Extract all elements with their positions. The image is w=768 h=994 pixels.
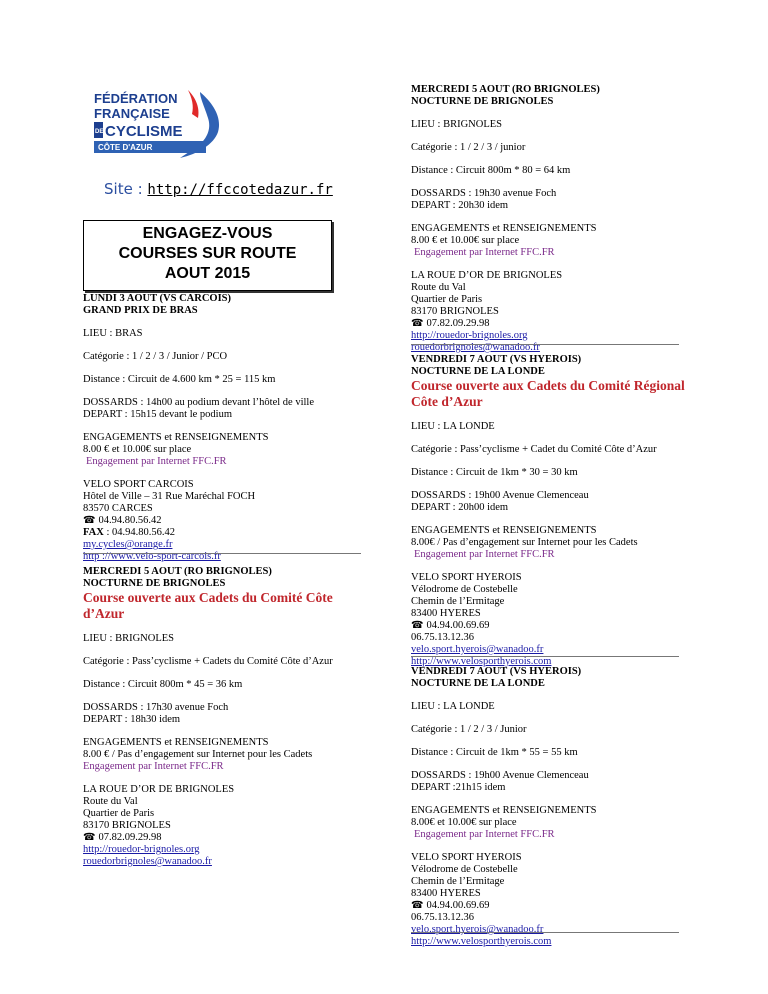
event-depart: DEPART :21h15 idem bbox=[411, 782, 506, 793]
fax-label: FAX bbox=[83, 527, 104, 538]
event-name: GRAND PRIX DE BRAS bbox=[83, 305, 198, 316]
event-tarif: 8.00 € et 10.00€ sur place bbox=[411, 235, 520, 246]
event-categorie: Catégorie : Pass’cyclisme + Cadets du Comité Côte d’Azur bbox=[83, 656, 333, 667]
event-distance: Distance : Circuit de 1km * 30 = 30 km bbox=[411, 467, 578, 478]
logo-de: DE bbox=[95, 129, 104, 135]
event-depart: DEPART : 15h15 devant le podium bbox=[83, 409, 232, 420]
club-address-2: 83570 CARCES bbox=[83, 503, 153, 514]
logo-line4: CÔTE D'AZUR bbox=[98, 143, 153, 152]
event-depart: DEPART : 18h30 idem bbox=[83, 714, 181, 725]
club-email-link[interactable]: velo.sport.hyerois@wanadoo.fr bbox=[411, 644, 544, 655]
event-tarif: 8.00€ / Pas d’engagement sur Internet pour les Cadets bbox=[411, 537, 638, 548]
event-vendredi-cadets bbox=[411, 354, 696, 668]
logo-line1: FÉDÉRATION bbox=[94, 91, 178, 106]
event-tarif: 8.00 € et 10.00€ sur place bbox=[83, 444, 192, 455]
event-depart: DEPART : 20h30 idem bbox=[411, 200, 509, 211]
event-lieu: LIEU : LA LONDE bbox=[411, 701, 495, 712]
event-engagements: ENGAGEMENTS et RENSEIGNEMENTS bbox=[411, 525, 597, 536]
event-lundi bbox=[83, 293, 363, 563]
event-name: NOCTURNE DE BRIGNOLES bbox=[83, 578, 226, 589]
title-line2: COURSES SUR ROUTE bbox=[118, 245, 297, 262]
event-dossards: DOSSARDS : 14h00 au podium devant l’hôtel de ville bbox=[83, 397, 314, 408]
separator bbox=[411, 656, 679, 657]
event-lieu: LIEU : LA LONDE bbox=[411, 421, 495, 432]
event-tarif: 8.00€ et 10.00€ sur place bbox=[411, 817, 517, 828]
event-dossards: DOSSARDS : 19h00 Avenue Clemenceau bbox=[411, 770, 589, 781]
club-phone: ☎ 07.82.09.29.98 bbox=[83, 832, 363, 844]
event-categorie: Catégorie : 1 / 2 / 3 / junior bbox=[411, 142, 526, 153]
logo-line2: FRANÇAISE bbox=[94, 106, 170, 121]
site-line bbox=[104, 180, 333, 198]
event-internet: Engagement par Internet FFC.FR bbox=[414, 829, 555, 840]
club-name: LA ROUE D’OR DE BRIGNOLES bbox=[83, 784, 235, 795]
club-address-3: 83400 HYERES bbox=[411, 888, 481, 899]
title-line1: ENGAGEZ-VOUS bbox=[142, 225, 273, 242]
event-mercredi bbox=[411, 84, 691, 354]
event-lieu: LIEU : BRIGNOLES bbox=[83, 633, 174, 644]
event-date: VENDREDI 7 AOUT (VS HYEROIS) bbox=[411, 666, 582, 677]
event-distance: Distance : Circuit de 1km * 55 = 55 km bbox=[411, 747, 578, 758]
club-address-1: Route du Val bbox=[411, 282, 466, 293]
page-title-box bbox=[83, 220, 332, 291]
event-mercredi-cadets bbox=[83, 566, 363, 868]
event-internet: Engagement par Internet FFC.FR bbox=[86, 456, 227, 467]
club-address-2: Chemin de l’Ermitage bbox=[411, 596, 505, 607]
club-address-2: Quartier de Paris bbox=[83, 808, 155, 819]
club-address-1: Vélodrome de Costebelle bbox=[411, 864, 518, 875]
event-engagements: ENGAGEMENTS et RENSEIGNEMENTS bbox=[411, 223, 597, 234]
club-address-2: Chemin de l’Ermitage bbox=[411, 876, 505, 887]
event-dossards: DOSSARDS : 19h30 avenue Foch bbox=[411, 188, 557, 199]
event-lieu: LIEU : BRAS bbox=[83, 328, 143, 339]
event-engagements: ENGAGEMENTS et RENSEIGNEMENTS bbox=[83, 432, 269, 443]
title-line3: AOUT 2015 bbox=[164, 265, 251, 282]
event-lieu: LIEU : BRIGNOLES bbox=[411, 119, 502, 130]
club-phone: ☎ 07.82.09.29.98 bbox=[411, 318, 691, 330]
club-address-1: Route du Val bbox=[83, 796, 138, 807]
club-email-link[interactable]: my.cycles@orange.fr bbox=[83, 539, 173, 550]
club-address-1: Vélodrome de Costebelle bbox=[411, 584, 518, 595]
club-phone: ☎ 04.94.80.56.42 bbox=[83, 515, 363, 527]
club-web-link[interactable]: http://rouedor-brignoles.org bbox=[411, 330, 528, 341]
separator bbox=[411, 344, 679, 345]
event-internet: Engagement par Internet FFC.FR bbox=[414, 549, 555, 560]
club-address-2: Quartier de Paris bbox=[411, 294, 483, 305]
event-name: NOCTURNE DE LA LONDE bbox=[411, 678, 545, 689]
event-date: MERCREDI 5 AOUT (RO BRIGNOLES) bbox=[411, 84, 600, 95]
fax-number: : 04.94.80.56.42 bbox=[103, 527, 175, 538]
event-distance: Distance : Circuit 800m * 80 = 64 km bbox=[411, 165, 571, 176]
club-mobile: 06.75.13.12.36 bbox=[411, 912, 474, 923]
club-web-link[interactable]: http://www.velosporthyerois.com bbox=[411, 936, 552, 947]
club-email-link[interactable]: velo.sport.hyerois@wanadoo.fr bbox=[411, 924, 544, 935]
club-mobile: 06.75.13.12.36 bbox=[411, 632, 474, 643]
club-address-3: 83170 BRIGNOLES bbox=[411, 306, 499, 317]
event-internet: Engagement par Internet FFC.FR bbox=[414, 247, 555, 258]
event-name: NOCTURNE DE LA LONDE bbox=[411, 366, 545, 377]
club-phone: ☎ 04.94.00.69.69 bbox=[411, 900, 691, 912]
site-link[interactable]: http://ffccotedazur.fr bbox=[147, 182, 333, 198]
event-internet: Engagement par Internet FFC.FR bbox=[83, 761, 224, 772]
club-web-link[interactable]: http ://www.velo-sport-carcois.fr bbox=[83, 551, 221, 562]
club-name: LA ROUE D’OR DE BRIGNOLES bbox=[411, 270, 563, 281]
event-date: VENDREDI 7 AOUT (VS HYEROIS) bbox=[411, 354, 582, 365]
event-distance: Distance : Circuit de 4.600 km * 25 = 115 km bbox=[83, 374, 276, 385]
club-address-3: 83400 HYERES bbox=[411, 608, 481, 619]
club-name: VELO SPORT CARCOIS bbox=[83, 479, 194, 490]
club-address-3: 83170 BRIGNOLES bbox=[83, 820, 171, 831]
club-email-link[interactable]: rouedorbrignoles@wanadoo.fr bbox=[83, 856, 212, 867]
event-date: MERCREDI 5 AOUT (RO BRIGNOLES) bbox=[83, 566, 272, 577]
site-label: Site : bbox=[104, 180, 143, 198]
event-distance: Distance : Circuit 800m * 45 = 36 km bbox=[83, 679, 243, 690]
club-phone: ☎ 04.94.00.69.69 bbox=[411, 620, 696, 632]
event-depart: DEPART : 20h00 idem bbox=[411, 502, 509, 513]
event-engagements: ENGAGEMENTS et RENSEIGNEMENTS bbox=[83, 737, 269, 748]
club-name: VELO SPORT HYEROIS bbox=[411, 572, 522, 583]
event-vendredi bbox=[411, 666, 691, 948]
event-date: LUNDI 3 AOUT (VS CARCOIS) bbox=[83, 293, 231, 304]
club-address-1: Hôtel de Ville – 31 Rue Maréchal FOCH bbox=[83, 491, 256, 502]
event-engagements: ENGAGEMENTS et RENSEIGNEMENTS bbox=[411, 805, 597, 816]
club-fax bbox=[83, 527, 363, 539]
event-categorie: Catégorie : 1 / 2 / 3 / Junior bbox=[411, 724, 527, 735]
ffc-logo bbox=[88, 84, 228, 160]
event-name: NOCTURNE DE BRIGNOLES bbox=[411, 96, 554, 107]
event-headline: Course ouverte aux Cadets du Comité Côte d’Azur bbox=[83, 590, 333, 621]
club-email-link[interactable]: rouedorbrignoles@wanadoo.fr bbox=[411, 342, 540, 353]
club-web-link[interactable]: http://www.velosporthyerois.com bbox=[411, 656, 552, 667]
event-headline: Course ouverte aux Cadets du Comité Régional Côte d’Azur bbox=[411, 378, 685, 409]
event-categorie: Catégorie : 1 / 2 / 3 / Junior / PCO bbox=[83, 351, 228, 362]
event-dossards: DOSSARDS : 17h30 avenue Foch bbox=[83, 702, 229, 713]
event-categorie: Catégorie : Pass’cyclisme + Cadet du Comité Côte d’Azur bbox=[411, 444, 657, 455]
logo-line3: CYCLISME bbox=[105, 123, 183, 140]
separator bbox=[411, 932, 679, 933]
club-web-link[interactable]: http://rouedor-brignoles.org bbox=[83, 844, 200, 855]
event-tarif: 8.00 € / Pas d’engagement sur Internet pour les Cadets bbox=[83, 749, 313, 760]
event-dossards: DOSSARDS : 19h00 Avenue Clemenceau bbox=[411, 490, 589, 501]
separator bbox=[83, 553, 361, 554]
club-name: VELO SPORT HYEROIS bbox=[411, 852, 522, 863]
